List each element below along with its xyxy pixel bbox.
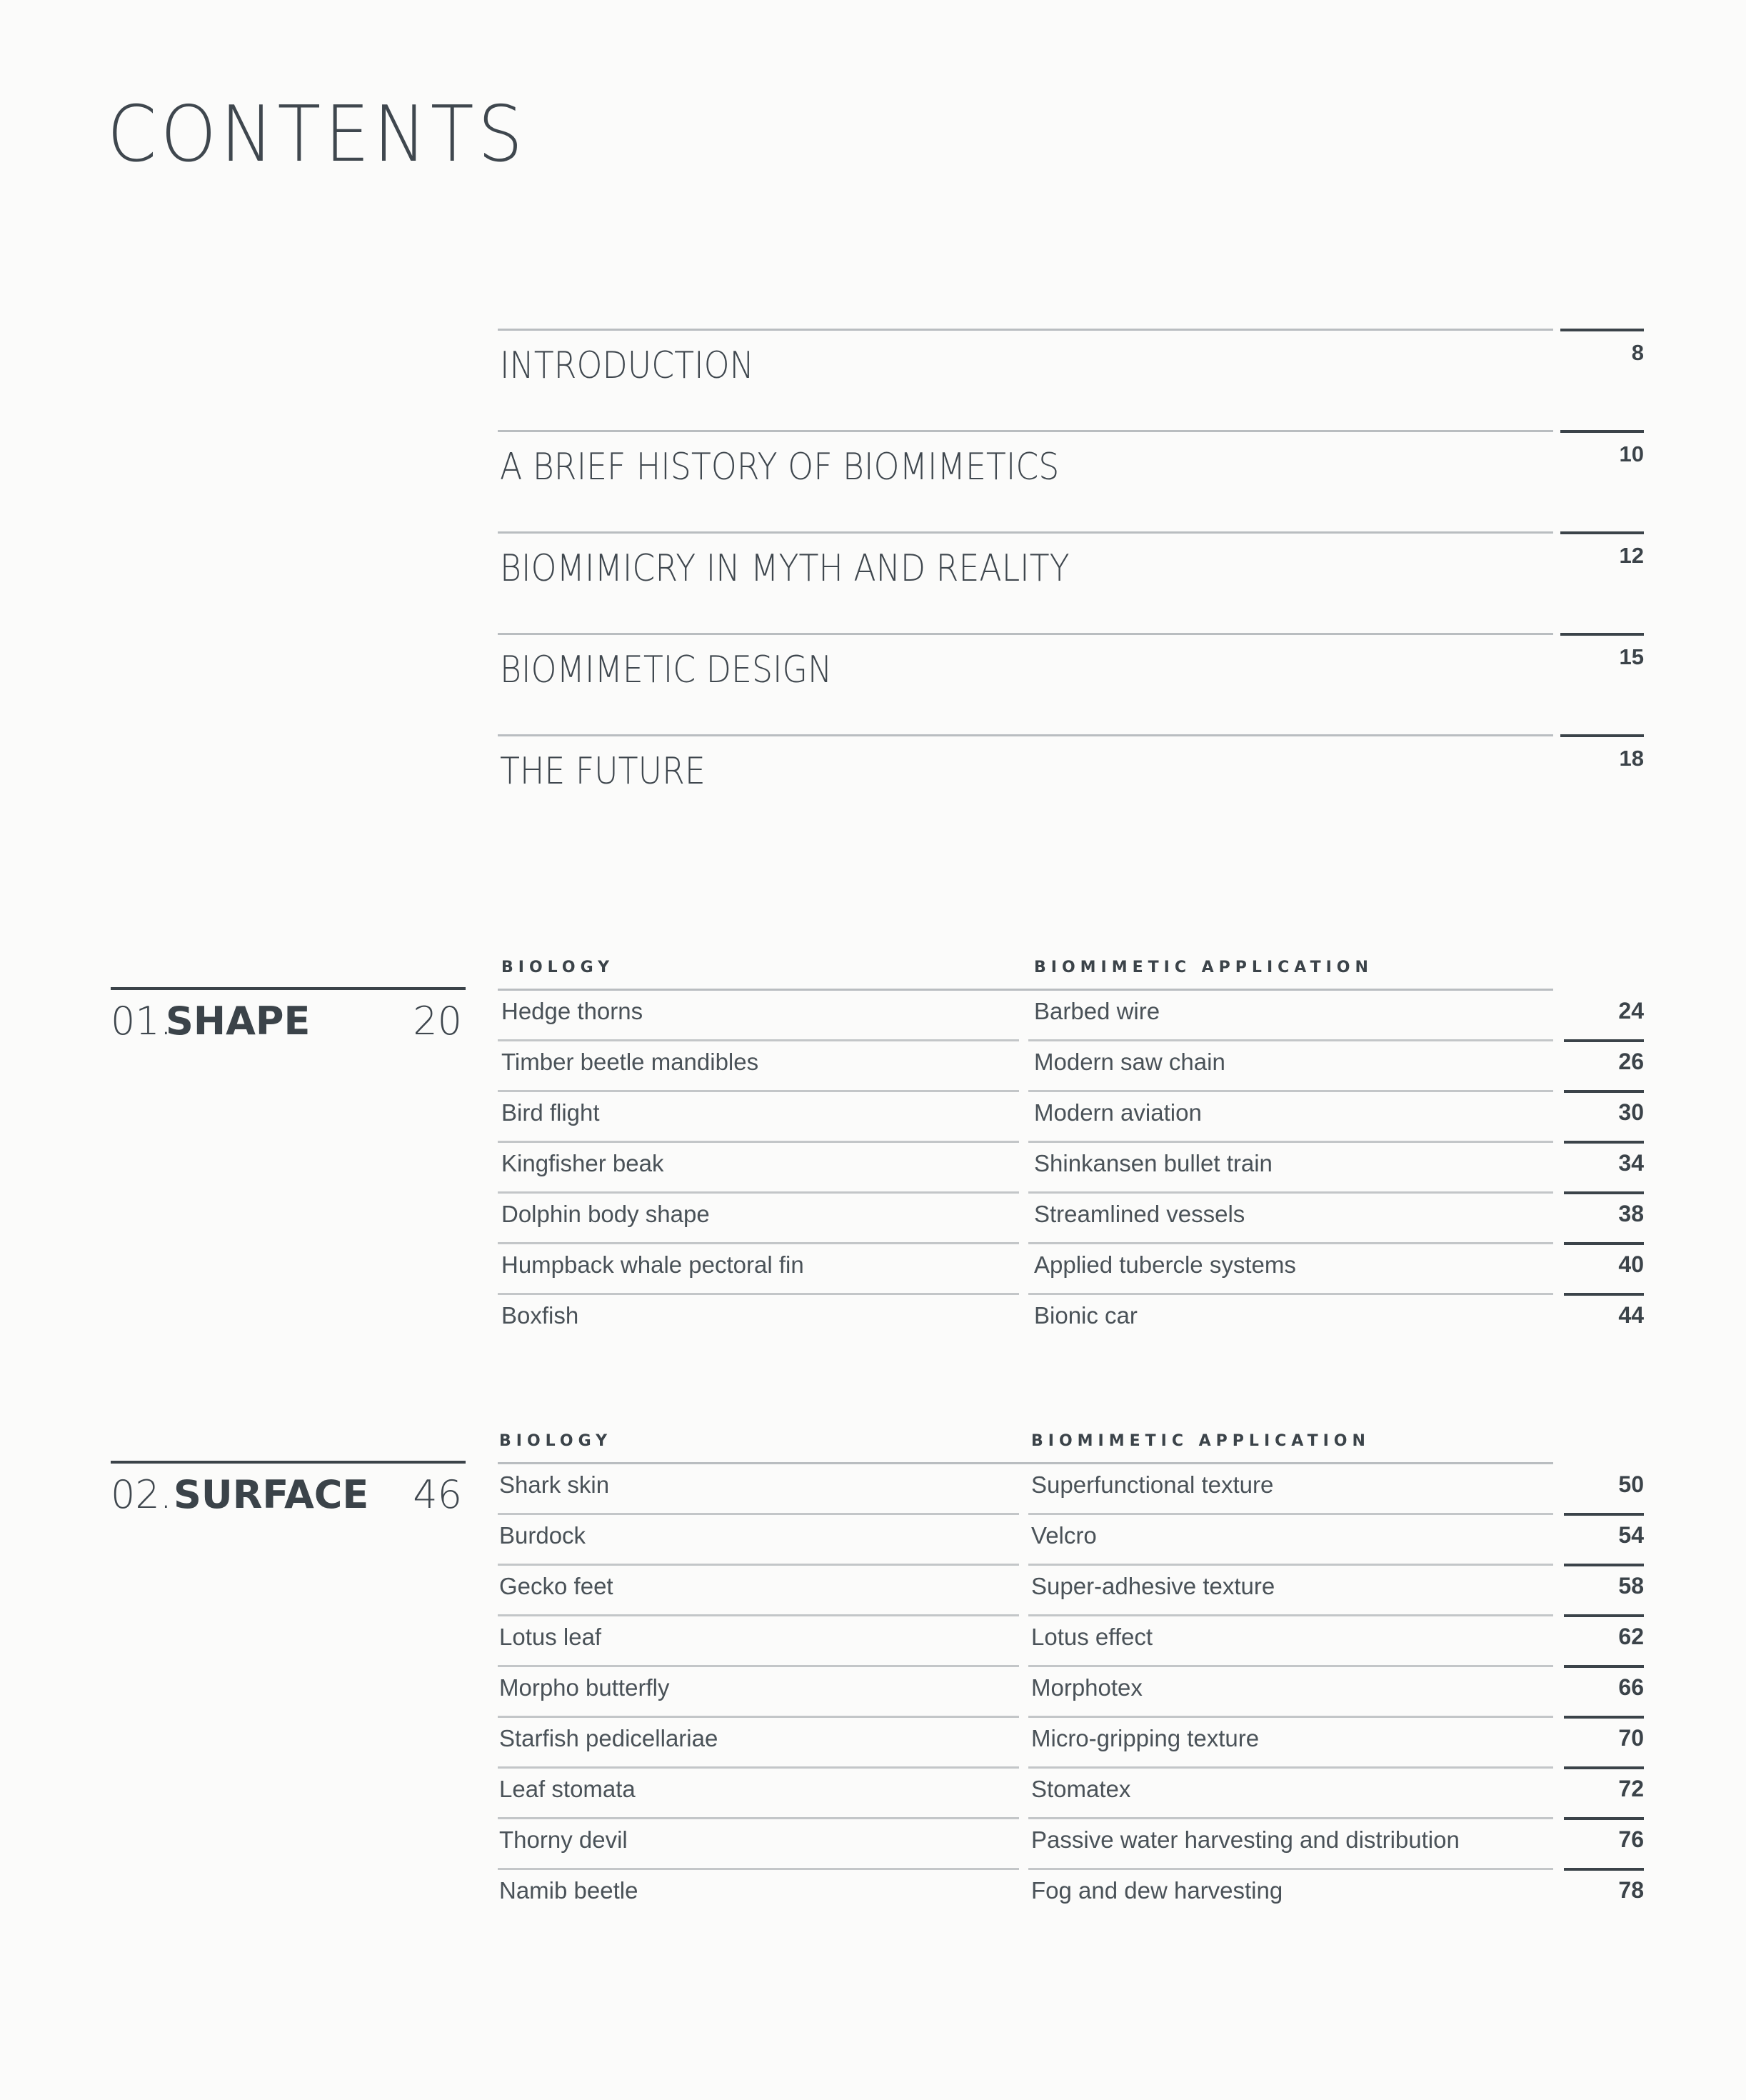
page-number: 70 [1618, 1725, 1644, 1751]
application-cell: Applied tubercle systems [1034, 1251, 1296, 1278]
table-row[interactable] [0, 991, 1746, 1041]
table-row[interactable] [0, 1769, 1746, 1819]
biology-cell: Shark skin [499, 1471, 610, 1498]
page-number: 38 [1618, 1201, 1644, 1226]
page-number: 50 [1618, 1471, 1644, 1497]
intro-entry-label: BIOMIMICRY IN MYTH AND REALITY [500, 547, 1070, 590]
table-row[interactable] [0, 1616, 1746, 1667]
application-column-header: BIOMIMETIC APPLICATION [1031, 1432, 1370, 1450]
biology-cell: Thorny devil [499, 1826, 628, 1853]
page-rule [1560, 633, 1644, 636]
application-cell: Velcro [1031, 1522, 1097, 1549]
table-row[interactable] [0, 1819, 1746, 1870]
table-row[interactable] [0, 1244, 1746, 1295]
divider [498, 633, 1553, 635]
chapter-page: 46 [413, 1472, 462, 1517]
divider [498, 734, 1553, 736]
intro-entry[interactable] [0, 531, 1746, 631]
intro-entry-page: 12 [1619, 543, 1644, 568]
application-cell: Micro-gripping texture [1031, 1725, 1260, 1751]
table-row[interactable] [0, 1515, 1746, 1566]
divider [498, 329, 1553, 331]
intro-entry[interactable] [0, 633, 1746, 733]
application-column-header: BIOMIMETIC APPLICATION [1034, 959, 1373, 976]
application-cell: Morphotex [1031, 1674, 1143, 1701]
table-row[interactable] [0, 1667, 1746, 1718]
intro-entry[interactable] [0, 430, 1746, 530]
intro-entry-page: 18 [1619, 746, 1644, 771]
intro-entry-page: 15 [1619, 644, 1644, 669]
table-row[interactable] [0, 1092, 1746, 1143]
page-number: 40 [1618, 1251, 1644, 1277]
table-row[interactable] [0, 1041, 1746, 1092]
intro-entry-label: BIOMIMETIC DESIGN [500, 649, 833, 691]
biology-cell: Humpback whale pectoral fin [501, 1251, 804, 1278]
table-row[interactable] [0, 1718, 1746, 1769]
biology-cell: Namib beetle [499, 1877, 638, 1904]
page-rule [1560, 430, 1644, 433]
biology-cell: Starfish pedicellariae [499, 1725, 718, 1751]
biology-cell: Lotus leaf [499, 1624, 602, 1650]
page-number: 34 [1618, 1150, 1644, 1176]
biology-cell: Timber beetle mandibles [501, 1049, 759, 1075]
application-cell: Bionic car [1034, 1302, 1138, 1329]
page-number: 26 [1618, 1049, 1644, 1074]
biology-cell: Burdock [499, 1522, 586, 1549]
biology-column-header: BIOLOGY [499, 1432, 613, 1450]
page-number: 30 [1618, 1099, 1644, 1125]
page-number: 54 [1618, 1522, 1644, 1548]
application-cell: Stomatex [1031, 1776, 1131, 1802]
table-row[interactable] [0, 1566, 1746, 1616]
page-number: 24 [1618, 998, 1644, 1024]
biology-cell: Bird flight [501, 1099, 600, 1126]
biology-cell: Gecko feet [499, 1573, 613, 1599]
page-rule [1560, 734, 1644, 737]
application-cell: Modern aviation [1034, 1099, 1202, 1126]
application-cell: Streamlined vessels [1034, 1201, 1245, 1227]
biology-column-header: BIOLOGY [501, 959, 615, 976]
intro-entry-label: INTRODUCTION [500, 344, 754, 387]
application-cell: Passive water harvesting and distribution [1031, 1826, 1460, 1853]
page-number: 58 [1618, 1573, 1644, 1599]
chapter-name: SURFACE [174, 1472, 369, 1517]
intro-entry[interactable] [0, 734, 1746, 834]
table-row[interactable] [0, 1295, 1746, 1346]
biology-cell: Leaf stomata [499, 1776, 636, 1802]
table-row[interactable] [0, 1194, 1746, 1244]
biology-cell: Hedge thorns [501, 998, 643, 1024]
page-number: 66 [1618, 1674, 1644, 1700]
application-cell: Super-adhesive texture [1031, 1573, 1275, 1599]
application-cell: Shinkansen bullet train [1034, 1150, 1273, 1176]
page-rule [1560, 329, 1644, 331]
intro-entry-label: THE FUTURE [500, 750, 706, 793]
biology-cell: Dolphin body shape [501, 1201, 710, 1227]
chapter-page: 20 [413, 999, 462, 1044]
application-cell: Lotus effect [1031, 1624, 1153, 1650]
page-rule [1560, 531, 1644, 534]
page-number: 62 [1618, 1624, 1644, 1649]
divider [498, 531, 1553, 534]
divider [498, 430, 1553, 432]
application-cell: Superfunctional texture [1031, 1471, 1274, 1498]
chapter-number: 02. [111, 1472, 172, 1517]
table-row[interactable] [0, 1143, 1746, 1194]
application-cell: Modern saw chain [1034, 1049, 1225, 1075]
application-cell: Barbed wire [1034, 998, 1160, 1024]
biology-cell: Morpho butterfly [499, 1674, 670, 1701]
biology-cell: Boxfish [501, 1302, 579, 1329]
page-number: 76 [1618, 1826, 1644, 1852]
intro-entry[interactable] [0, 329, 1746, 429]
page-number: 44 [1618, 1302, 1644, 1328]
page-number: 72 [1618, 1776, 1644, 1801]
intro-entry-label: A BRIEF HISTORY OF BIOMIMETICS [500, 446, 1060, 489]
chapter-name: SHAPE [166, 999, 311, 1044]
chapter-number: 01. [111, 999, 172, 1044]
application-cell: Fog and dew harvesting [1031, 1877, 1283, 1904]
page-number: 78 [1618, 1877, 1644, 1903]
intro-entry-page: 8 [1631, 340, 1644, 365]
intro-entry-page: 10 [1619, 441, 1644, 466]
table-row[interactable] [0, 1870, 1746, 1921]
page-title: CONTENTS [107, 90, 527, 179]
table-row[interactable] [0, 1464, 1746, 1515]
biology-cell: Kingfisher beak [501, 1150, 664, 1176]
